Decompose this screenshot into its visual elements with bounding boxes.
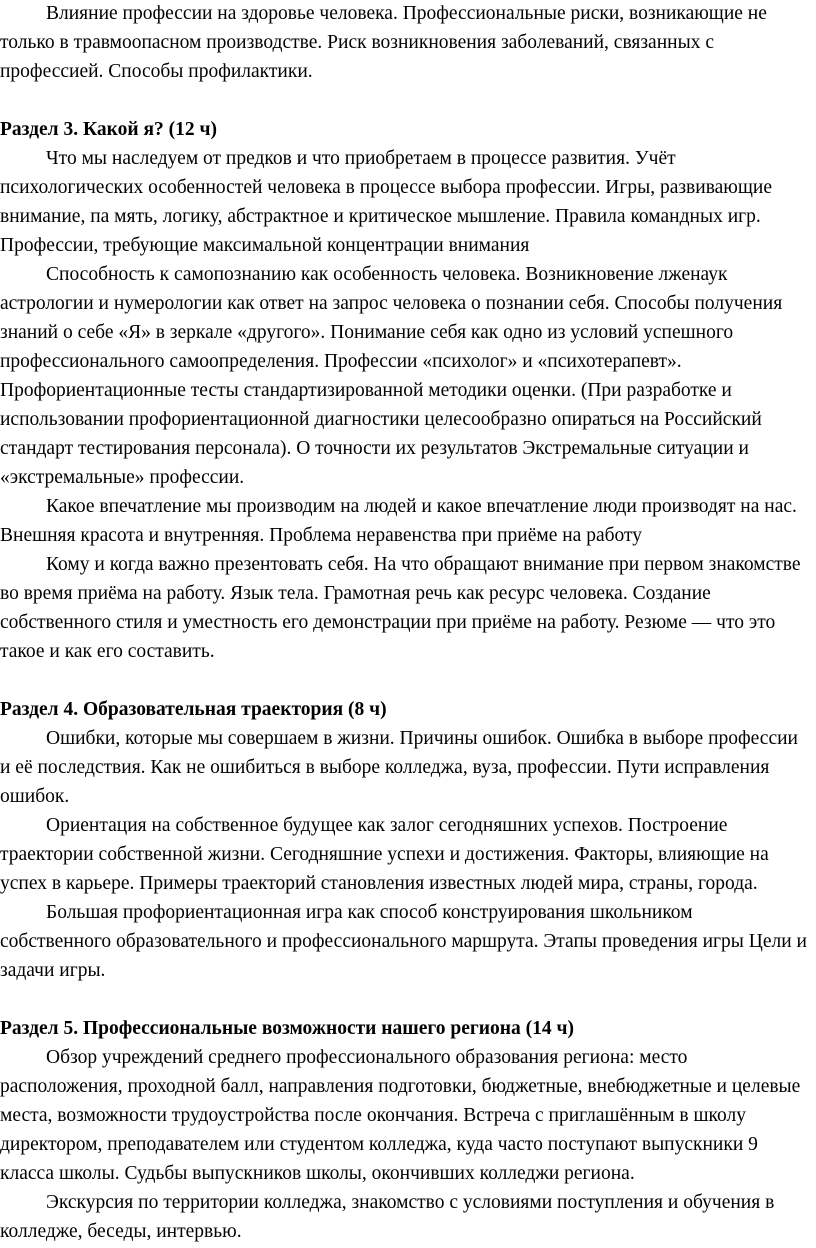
intro-paragraph: Влияние профессии на здоровье человека. Профессиональные риски, возникающие не только в травмоопасном производстве. Риск возникновения заболеваний, связанных с профессией. Способы профилактики. xyxy=(0,3,767,82)
section-paragraph: Какое впечатление мы производим на людей и какое впечатление люди производят на нас. Внешняя красота и внутренняя. Проблема неравенства при приёме на работу xyxy=(0,496,797,546)
section-heading: Раздел 3. Какой я? (12 ч) xyxy=(0,119,217,140)
section-paragraph: Кому и когда важно презентовать себя. На что обращают внимание при первом знакомстве во время приёма на работу. Язык тела. Грамотная речь как ресурс человека. Создание собственного стиля и уместность его демонстрации при приёме на работу. Резюме — что это такое и как его составить. xyxy=(0,554,801,662)
section-heading: Раздел 5. Профессиональные возможности нашего региона (14 ч) xyxy=(0,1018,574,1039)
section-heading: Раздел 4. Образовательная траектория (8 ч) xyxy=(0,699,387,720)
section-paragraph: Способность к самопознанию как особенность человека. Возникновение лженаук астрологии и нумерологии как ответ на запрос человека о познании себя. Способы получения знаний о себе «Я» в зеркале «другого». Понимание себя как одно из условий успешного профессионального самоопределения. Профессии «психолог» и «психотерапевт». Профориентационные тесты стандартизированной методики оценки. (При разработке и использовании профориентационной диагностики целесообразно опираться на Российский стандарт тестирования персонала). О точности их результатов Экстремальные ситуации и «экстремальные» профессии. xyxy=(0,264,783,488)
blank-line xyxy=(0,86,808,115)
section-paragraph: Обзор учреждений среднего профессионального образования региона: место расположения, проходной балл, направления подготовки, бюджетные, внебюджетные и целевые места, возможности трудоустройства после окончания. Встреча с приглашённым в школу директором, преподавателем или студентом колледжа, куда часто поступают выпускники 9 класса школы. Судьбы выпускников школы, окончивших колледжи региона. xyxy=(0,1047,801,1184)
section-paragraph: Ошибки, которые мы совершаем в жизни. Причины ошибок. Ошибка в выборе профессии и её последствия. Как не ошибиться в выборе колледжа, вуза, профессии. Пути исправления ошибок. xyxy=(0,728,798,807)
blank-line xyxy=(0,985,808,1014)
section-paragraph: Экскурсия по территории колледжа, знакомство с условиями поступления и обучения в колледже, беседы, интервью. xyxy=(0,1192,775,1242)
section-paragraph: Большая профориентационная игра как способ конструирования школьником собственного образовательного и профессионального маршрута. Этапы проведения игры Цели и задачи игры. xyxy=(0,902,807,981)
section-paragraph: Ориентация на собственное будущее как залог сегодняшних успехов. Построение траектории собственной жизни. Сегодняшние успехи и достижения. Факторы, влияющие на успех в карьере. Примеры траекторий становления известных людей мира, страны, города. xyxy=(0,815,769,894)
blank-line xyxy=(0,666,808,695)
section-paragraph: Что мы наследуем от предков и что приобретаем в процессе развития. Учёт психологических особенностей человека в процессе выбора профессии. Игры, развивающие внимание, па мять, логику, абстрактное и критическое мышление. Правила командных игр. Профессии, требующие максимальной концентрации внимания xyxy=(0,148,772,256)
